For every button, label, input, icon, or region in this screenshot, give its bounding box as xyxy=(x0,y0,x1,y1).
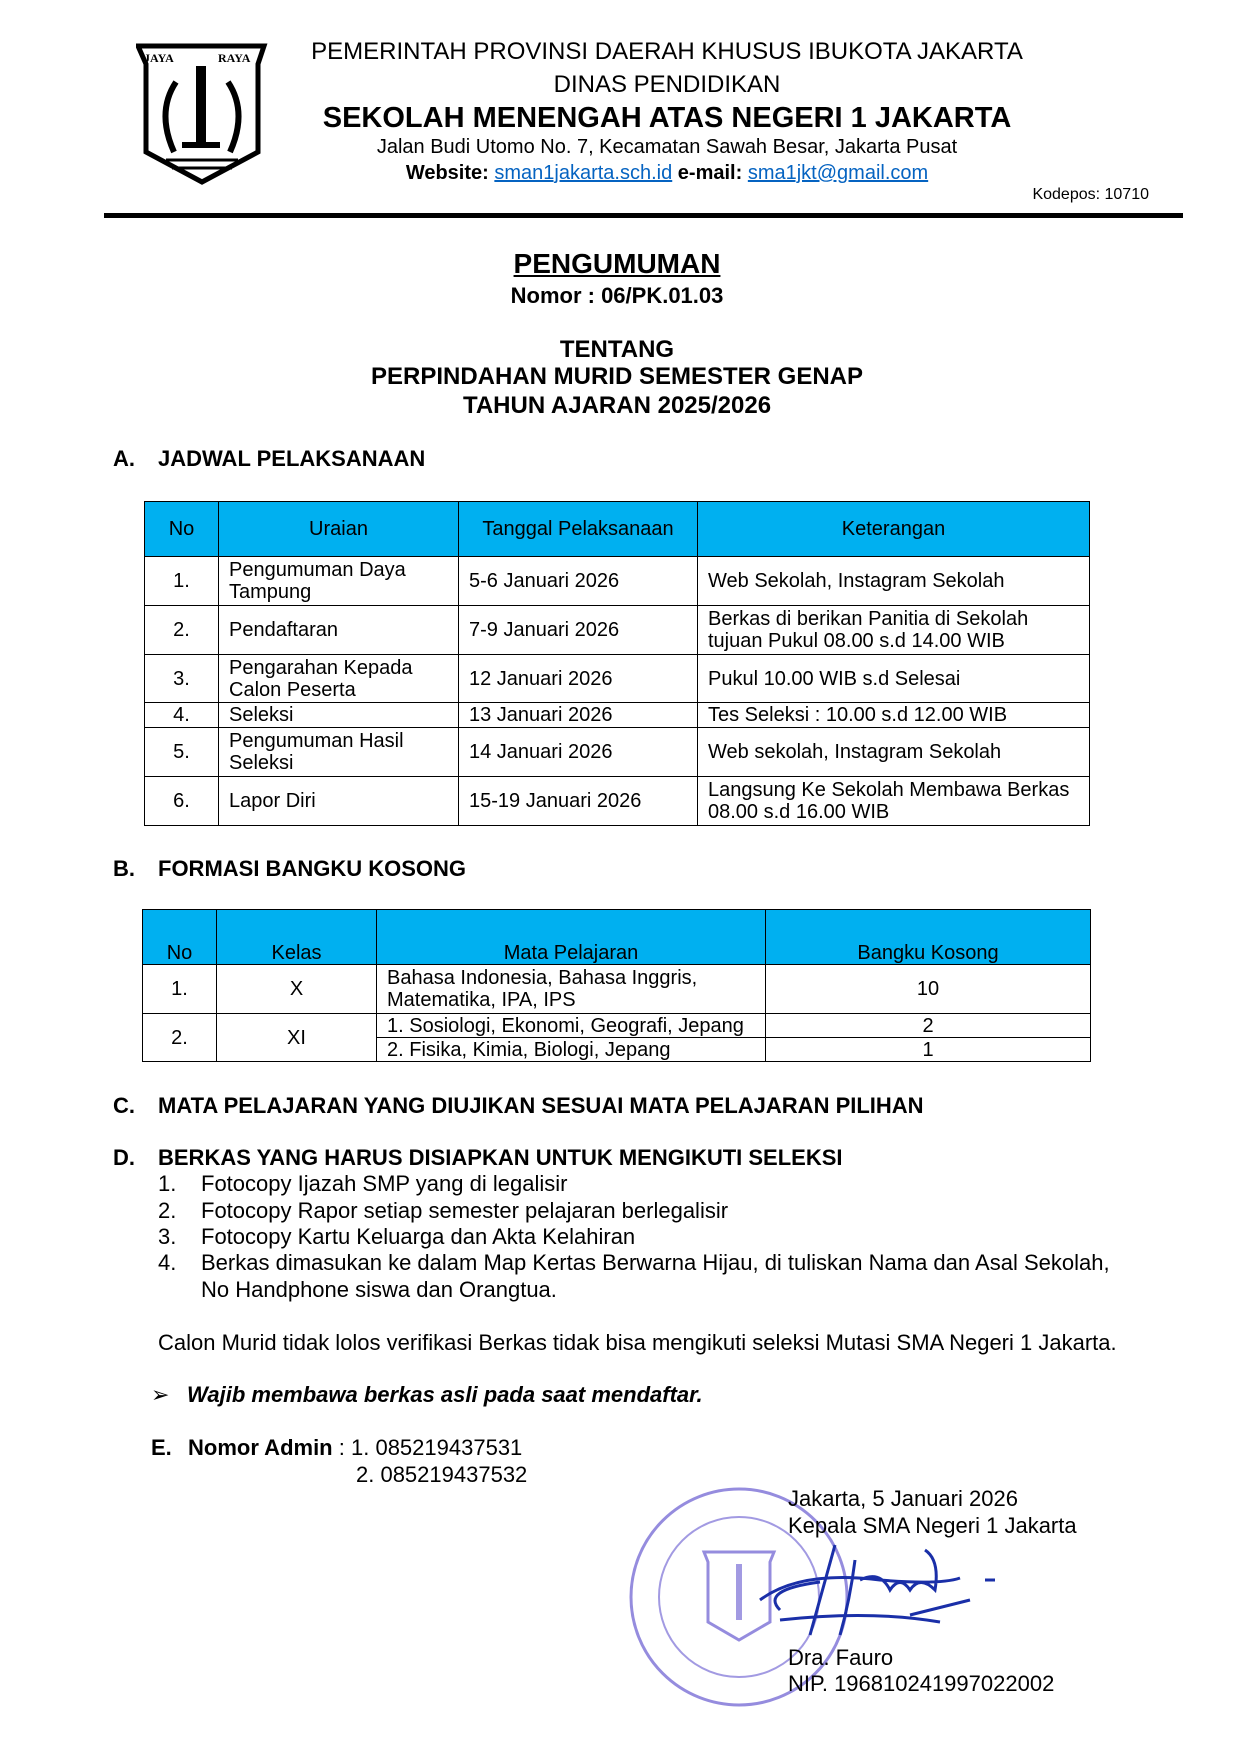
section-b-letter: B. xyxy=(113,856,135,881)
doc-about: TENTANG xyxy=(559,336,675,363)
cell-uraian: Lapor Diri xyxy=(219,777,459,826)
table-header-row xyxy=(143,910,1091,965)
header-keterangan: Keterangan xyxy=(698,502,1090,557)
verification-note: Calon Murid tidak lolos verifikasi Berkas tidak bisa mengikuti seleksi Mutasi SMA Negeri 1 Jakarta. xyxy=(158,1330,1117,1355)
separator: : xyxy=(338,1435,345,1460)
table-row xyxy=(145,703,1090,728)
signatory-name: Dra. Fauro xyxy=(788,1645,894,1670)
cell-uraian: Pengumuman Daya Tampung xyxy=(219,557,459,606)
cell-mapel: 2. Fisika, Kimia, Biologi, Jepang xyxy=(377,1038,766,1062)
admin-phone-2: 2. 085219437532 xyxy=(356,1462,528,1487)
header-uraian: Uraian xyxy=(219,502,459,557)
website-label: Website: xyxy=(405,162,489,184)
cell-keterangan: Web Sekolah, Instagram Sekolah xyxy=(698,557,1090,606)
list-number: 1. xyxy=(158,1171,177,1196)
original-docs-note: Wajib membawa berkas asli pada saat mendaftar. xyxy=(187,1382,703,1407)
admin-phone-1: 1. 085219437531 xyxy=(351,1435,523,1460)
cell-kelas: X xyxy=(217,965,377,1014)
cell-mapel: Bahasa Indonesia, Bahasa Inggris, Matematika, IPA, IPS xyxy=(377,965,766,1014)
cell-no: 5. xyxy=(145,728,219,777)
section-d-letter: D. xyxy=(113,1145,135,1170)
arrow-bullet-icon: ➢ xyxy=(151,1382,170,1407)
table-row xyxy=(143,965,1091,1014)
cell-keterangan: Web sekolah, Instagram Sekolah xyxy=(698,728,1090,777)
cell-keterangan: Berkas di berikan Panitia di Sekolah tujuan Pukul 08.00 s.d 14.00 WIB xyxy=(698,606,1090,655)
doc-heading: PENGUMUMAN xyxy=(513,248,721,279)
cell-uraian: Pengarahan Kepada Calon Peserta xyxy=(219,655,459,703)
header-school: SEKOLAH MENENGAH ATAS NEGERI 1 JAKARTA xyxy=(322,102,1012,134)
cell-mapel: 1. Sosiologi, Ekonomi, Geografi, Jepang xyxy=(377,1014,766,1038)
email-link[interactable]: sma1jkt@gmail.com xyxy=(747,162,929,184)
cell-no: 6. xyxy=(145,777,219,826)
table-row xyxy=(145,557,1090,606)
doc-subject-2: TAHUN AJARAN 2025/2026 xyxy=(462,392,772,419)
header-no: No xyxy=(145,502,219,557)
cell-tanggal: 14 Januari 2026 xyxy=(459,728,698,777)
section-e-letter: E. xyxy=(151,1435,172,1460)
section-a-letter: A. xyxy=(113,446,135,471)
section-b-title: FORMASI BANGKU KOSONG xyxy=(158,856,466,881)
section-c-letter: C. xyxy=(113,1093,135,1118)
cell-no: 1. xyxy=(143,965,217,1014)
header-bangku: Bangku Kosong xyxy=(766,910,1091,965)
cell-tanggal: 12 Januari 2026 xyxy=(459,655,698,703)
header-agency: DINAS PENDIDIKAN xyxy=(553,71,781,98)
table-row xyxy=(145,728,1090,777)
section-d-title: BERKAS YANG HARUS DISIAPKAN UNTUK MENGIKUTI SELEKSI xyxy=(158,1145,843,1170)
list-item: Fotocopy Kartu Keluarga dan Akta Kelahiran xyxy=(201,1224,636,1249)
doc-number: Nomor : 06/PK.01.03 xyxy=(510,283,724,308)
section-a-title: JADWAL PELAKSANAAN xyxy=(158,446,426,471)
cell-keterangan: Tes Seleksi : 10.00 s.d 12.00 WIB xyxy=(698,703,1090,728)
list-number: 2. xyxy=(158,1198,177,1223)
cell-kelas: XI xyxy=(217,1014,377,1062)
cell-no: 1. xyxy=(145,557,219,606)
cell-tanggal: 5-6 Januari 2026 xyxy=(459,557,698,606)
table-row xyxy=(145,655,1090,703)
cell-no: 4. xyxy=(145,703,219,728)
vacancy-table xyxy=(142,909,1091,1062)
header-tanggal: Tanggal Pelaksanaan xyxy=(459,502,698,557)
cell-bangku: 1 xyxy=(766,1038,1091,1062)
table-row xyxy=(143,1014,1091,1038)
doc-subject-1: PERPINDAHAN MURID SEMESTER GENAP xyxy=(370,363,864,390)
table-row xyxy=(145,777,1090,826)
cell-tanggal: 15-19 Januari 2026 xyxy=(459,777,698,826)
header-province: PEMERINTAH PROVINSI DAERAH KHUSUS IBUKOTA JAKARTA xyxy=(311,38,1023,65)
list-number: 4. xyxy=(158,1250,177,1275)
header-contacts xyxy=(272,162,1062,185)
cell-no: 2. xyxy=(143,1014,217,1062)
cell-bangku: 10 xyxy=(766,965,1091,1014)
table-row xyxy=(145,606,1090,655)
table-header-row xyxy=(145,502,1090,557)
list-item: Berkas dimasukan ke dalam Map Kertas Berwarna Hijau, di tuliskan Nama dan Asal Sekolah, xyxy=(201,1250,1110,1275)
section-e-title: Nomor Admin xyxy=(188,1435,333,1460)
cell-uraian: Pendaftaran xyxy=(219,606,459,655)
cell-tanggal: 13 Januari 2026 xyxy=(459,703,698,728)
header-mapel: Mata Pelajaran xyxy=(377,910,766,965)
cell-uraian: Pengumuman Hasil Seleksi xyxy=(219,728,459,777)
cell-keterangan: Langsung Ke Sekolah Membawa Berkas 08.00 s.d 16.00 WIB xyxy=(698,777,1090,826)
jakarta-logo xyxy=(136,42,268,186)
list-item: Fotocopy Rapor setiap semester pelajaran berlegalisir xyxy=(201,1198,729,1223)
cell-bangku: 2 xyxy=(766,1014,1091,1038)
header-address: Jalan Budi Utomo No. 7, Kecamatan Sawah Besar, Jakarta Pusat xyxy=(376,136,958,158)
cell-tanggal: 7-9 Januari 2026 xyxy=(459,606,698,655)
signatory-nip: NIP. 196810241997022002 xyxy=(788,1671,1055,1696)
cell-keterangan: Pukul 10.00 WIB s.d Selesai xyxy=(698,655,1090,703)
cell-no: 2. xyxy=(145,606,219,655)
section-c-title: MATA PELAJARAN YANG DIUJIKAN SESUAI MATA PELAJARAN PILIHAN xyxy=(158,1093,924,1118)
postcode: Kodepos: 10710 xyxy=(1032,186,1149,203)
signature-position: Kepala SMA Negeri 1 Jakarta xyxy=(788,1513,1077,1538)
cell-uraian: Seleksi xyxy=(219,703,459,728)
list-item-continued: No Handphone siswa dan Orangtua. xyxy=(201,1277,557,1302)
handwritten-signature xyxy=(740,1540,1000,1640)
list-number: 3. xyxy=(158,1224,177,1249)
list-item: Fotocopy Ijazah SMP yang di legalisir xyxy=(201,1171,568,1196)
header-kelas: Kelas xyxy=(217,910,377,965)
svg-text:JAYA: JAYA xyxy=(144,51,174,65)
svg-text:RAYA: RAYA xyxy=(218,51,251,65)
header-no: No xyxy=(143,910,217,965)
website-link[interactable]: sman1jakarta.sch.id xyxy=(494,162,673,184)
schedule-table xyxy=(144,501,1090,826)
email-label: e-mail: xyxy=(677,162,743,184)
signature-place-date: Jakarta, 5 Januari 2026 xyxy=(788,1486,1018,1511)
cell-no: 3. xyxy=(145,655,219,703)
header-divider xyxy=(104,213,1183,218)
admin-contact xyxy=(188,1435,522,1461)
